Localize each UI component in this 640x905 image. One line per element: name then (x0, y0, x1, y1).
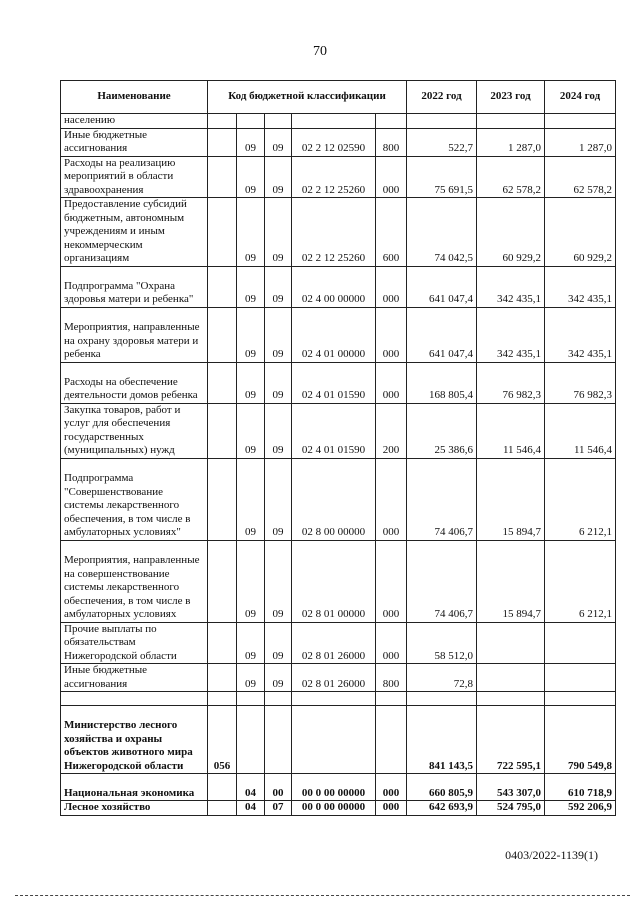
cell-c2: 09 (237, 362, 265, 403)
cell-name: Национальная экономика (61, 774, 208, 801)
cell-name: Мероприятия, направленные на совершенствование системы лекарственного обеспечения, в том числе в амбулаторных условиях (61, 540, 208, 622)
cell-v2023 (477, 692, 545, 706)
cell-c4: 02 8 01 00000 (292, 540, 376, 622)
cell-name: Расходы на обеспечение деятельности домов ребенка (61, 362, 208, 403)
cell-v2022: 25 386,6 (407, 403, 477, 458)
table-row (61, 692, 616, 706)
table-row (61, 458, 616, 540)
cell-c5: 000 (376, 774, 407, 801)
cell-c5: 000 (376, 156, 407, 198)
cell-c5 (376, 692, 407, 706)
cell-v2023 (477, 664, 545, 692)
table-row (61, 156, 616, 198)
cell-c3: 09 (265, 307, 292, 362)
cell-c1 (208, 114, 237, 129)
cell-c1 (208, 156, 237, 198)
table-row (61, 198, 616, 267)
cell-c2: 09 (237, 156, 265, 198)
cell-c1 (208, 692, 237, 706)
cell-v2024: 11 546,4 (545, 403, 616, 458)
cell-c2: 09 (237, 128, 265, 156)
cell-c2: 09 (237, 266, 265, 307)
cell-c4: 02 2 12 25260 (292, 198, 376, 267)
cell-c1 (208, 458, 237, 540)
cell-v2024 (545, 622, 616, 664)
cell-v2023: 15 894,7 (477, 540, 545, 622)
table-row (61, 307, 616, 362)
cell-v2022: 641 047,4 (407, 307, 477, 362)
cell-c2: 09 (237, 198, 265, 267)
cell-c1 (208, 540, 237, 622)
cell-c4: 02 4 01 01590 (292, 403, 376, 458)
cell-name: Мероприятия, направленные на охрану здоровья матери и ребенка (61, 307, 208, 362)
cell-v2023: 62 578,2 (477, 156, 545, 198)
cell-c2: 09 (237, 664, 265, 692)
cell-c3: 09 (265, 458, 292, 540)
cell-c3: 09 (265, 156, 292, 198)
cell-v2024: 6 212,1 (545, 540, 616, 622)
cell-v2024: 610 718,9 (545, 774, 616, 801)
cell-c4 (292, 692, 376, 706)
cell-c1 (208, 403, 237, 458)
cell-c3: 09 (265, 622, 292, 664)
cell-v2023: 1 287,0 (477, 128, 545, 156)
cell-name: населению (61, 114, 208, 129)
cell-v2024: 6 212,1 (545, 458, 616, 540)
cell-v2024: 790 549,8 (545, 706, 616, 774)
cell-v2022: 641 047,4 (407, 266, 477, 307)
cell-v2024: 342 435,1 (545, 307, 616, 362)
cell-v2023: 722 595,1 (477, 706, 545, 774)
cell-c3: 09 (265, 362, 292, 403)
cell-v2022: 72,8 (407, 664, 477, 692)
cell-v2024: 592 206,9 (545, 801, 616, 816)
cell-c5: 200 (376, 403, 407, 458)
header-2024: 2024 год (545, 81, 616, 114)
cell-v2023: 342 435,1 (477, 266, 545, 307)
table-row (61, 801, 616, 816)
header-code: Код бюджетной классификации (208, 81, 407, 114)
cell-c5: 000 (376, 622, 407, 664)
cell-v2022: 642 693,9 (407, 801, 477, 816)
cell-v2023: 543 307,0 (477, 774, 545, 801)
cell-c5: 600 (376, 198, 407, 267)
cell-v2023: 342 435,1 (477, 307, 545, 362)
cell-c4: 02 2 12 25260 (292, 156, 376, 198)
cell-c4: 02 2 12 02590 (292, 128, 376, 156)
cell-c4: 02 4 01 01590 (292, 362, 376, 403)
cell-c3: 09 (265, 403, 292, 458)
cell-c3: 09 (265, 664, 292, 692)
cell-name: Иные бюджетные ассигнования (61, 664, 208, 692)
cell-c5: 000 (376, 801, 407, 816)
cell-c2: 09 (237, 540, 265, 622)
cell-name: Министерство лесного хозяйства и охраны объектов животного мира Нижегородской области (61, 706, 208, 774)
cell-c1 (208, 362, 237, 403)
budget-table (60, 80, 616, 816)
cell-name: Иные бюджетные ассигнования (61, 128, 208, 156)
page-number: 70 (313, 44, 327, 59)
document-code: 0403/2022-1139(1) (505, 848, 598, 862)
cell-v2022: 168 805,4 (407, 362, 477, 403)
cell-c2: 09 (237, 307, 265, 362)
cell-v2024 (545, 114, 616, 129)
cell-c1 (208, 664, 237, 692)
cell-c2: 04 (237, 774, 265, 801)
header-2023: 2023 год (477, 81, 545, 114)
cell-v2022: 522,7 (407, 128, 477, 156)
cell-c1 (208, 128, 237, 156)
cell-c4: 02 8 00 00000 (292, 458, 376, 540)
header-name: Наименование (61, 81, 208, 114)
cell-v2022: 74 406,7 (407, 540, 477, 622)
table-body (61, 114, 616, 816)
cell-c5: 800 (376, 664, 407, 692)
cell-c4: 02 4 00 00000 (292, 266, 376, 307)
cell-c3 (265, 692, 292, 706)
table-row (61, 128, 616, 156)
cell-name: Прочие выплаты по обязательствам Нижегородской области (61, 622, 208, 664)
cell-c5: 000 (376, 362, 407, 403)
cell-c3 (265, 706, 292, 774)
cell-c5: 000 (376, 307, 407, 362)
cell-v2023 (477, 114, 545, 129)
cell-name: Лесное хозяйство (61, 801, 208, 816)
cell-c1 (208, 266, 237, 307)
cell-c1 (208, 198, 237, 267)
cell-c2: 04 (237, 801, 265, 816)
cell-v2023: 76 982,3 (477, 362, 545, 403)
table-header-row (61, 81, 616, 114)
table-row (61, 706, 616, 774)
cell-v2022 (407, 114, 477, 129)
cell-v2022: 841 143,5 (407, 706, 477, 774)
cell-v2023: 60 929,2 (477, 198, 545, 267)
cell-name: Предоставление субсидий бюджетным, автономным учреждениям и иным некоммерческим организациям (61, 198, 208, 267)
cell-c2 (237, 706, 265, 774)
cell-c2 (237, 114, 265, 129)
cell-c5: 800 (376, 128, 407, 156)
cell-v2022: 74 042,5 (407, 198, 477, 267)
cell-v2024: 342 435,1 (545, 266, 616, 307)
cell-c4: 02 8 01 26000 (292, 622, 376, 664)
cell-c5: 000 (376, 458, 407, 540)
cell-c4: 00 0 00 00000 (292, 774, 376, 801)
cell-c5: 000 (376, 540, 407, 622)
cell-c1: 056 (208, 706, 237, 774)
cell-v2023: 524 795,0 (477, 801, 545, 816)
cell-c5 (376, 114, 407, 129)
cell-c3: 09 (265, 266, 292, 307)
cell-v2022: 75 691,5 (407, 156, 477, 198)
cell-v2024: 62 578,2 (545, 156, 616, 198)
header-2022: 2022 год (407, 81, 477, 114)
cell-c4: 02 4 01 00000 (292, 307, 376, 362)
cell-c2: 09 (237, 403, 265, 458)
table-row (61, 362, 616, 403)
cell-v2023: 15 894,7 (477, 458, 545, 540)
cell-c1 (208, 622, 237, 664)
cell-v2024: 60 929,2 (545, 198, 616, 267)
cell-c5 (376, 706, 407, 774)
table-row (61, 664, 616, 692)
cell-name: Расходы на реализацию мероприятий в области здравоохранения (61, 156, 208, 198)
cell-c3: 09 (265, 128, 292, 156)
cell-c2: 09 (237, 622, 265, 664)
cell-name: Подпрограмма "Охрана здоровья матери и ребенка" (61, 266, 208, 307)
cell-v2023: 11 546,4 (477, 403, 545, 458)
cell-c2: 09 (237, 458, 265, 540)
table-row (61, 622, 616, 664)
cell-c4: 00 0 00 00000 (292, 801, 376, 816)
cell-c3: 09 (265, 198, 292, 267)
cell-name (61, 692, 208, 706)
cell-v2022: 58 512,0 (407, 622, 477, 664)
cell-c3 (265, 114, 292, 129)
cell-c1 (208, 774, 237, 801)
cell-c5: 000 (376, 266, 407, 307)
cell-c3: 07 (265, 801, 292, 816)
cell-c1 (208, 307, 237, 362)
table-row (61, 774, 616, 801)
cell-name: Подпрограмма "Совершенствование системы лекарственного обеспечения, в том числе в амбулаторных условиях" (61, 458, 208, 540)
cell-c4 (292, 114, 376, 129)
cell-v2022: 660 805,9 (407, 774, 477, 801)
cell-v2023 (477, 622, 545, 664)
cell-v2024: 1 287,0 (545, 128, 616, 156)
table-row (61, 540, 616, 622)
cell-c4: 02 8 01 26000 (292, 664, 376, 692)
cell-v2024: 76 982,3 (545, 362, 616, 403)
cell-v2022 (407, 692, 477, 706)
bottom-divider (15, 895, 630, 896)
cell-c2 (237, 692, 265, 706)
table-row (61, 403, 616, 458)
cell-v2022: 74 406,7 (407, 458, 477, 540)
cell-v2024 (545, 664, 616, 692)
table-row (61, 266, 616, 307)
cell-v2024 (545, 692, 616, 706)
cell-c4 (292, 706, 376, 774)
cell-c3: 00 (265, 774, 292, 801)
cell-c3: 09 (265, 540, 292, 622)
cell-c1 (208, 801, 237, 816)
cell-name: Закупка товаров, работ и услуг для обеспечения государственных (муниципальных) нужд (61, 403, 208, 458)
table-row (61, 114, 616, 129)
